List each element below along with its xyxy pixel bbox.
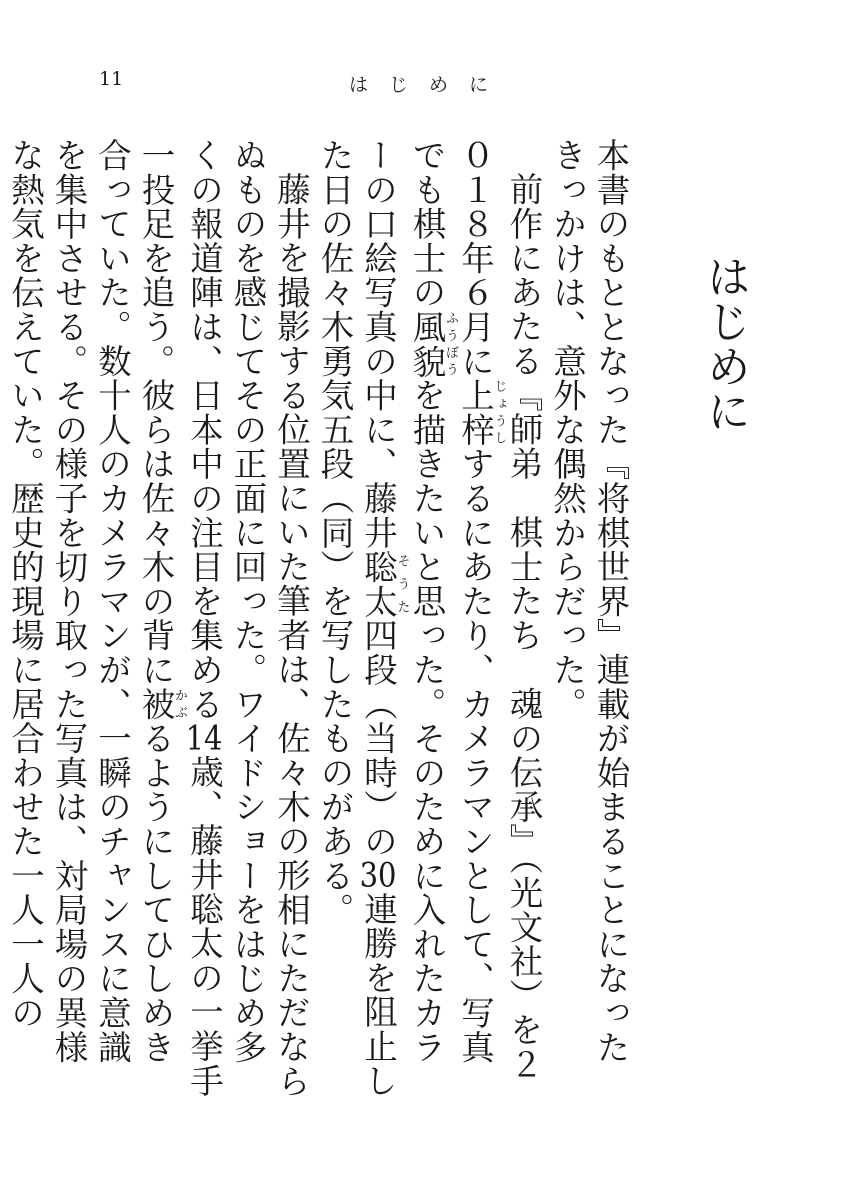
upright-number: 14 bbox=[185, 721, 223, 755]
paragraph bbox=[3, 138, 313, 1098]
chapter-title: はじめに bbox=[699, 254, 750, 434]
ruby-reading: かぶ bbox=[172, 686, 187, 722]
ruby-base: 風貌 bbox=[407, 309, 446, 379]
ruby-word bbox=[455, 378, 507, 447]
ruby-base: 被 bbox=[136, 686, 175, 722]
ruby-base: 上梓 bbox=[455, 378, 495, 447]
text-run: 本書のもととなった『将棋世界』連載が始まることになったきっかけは、意外な偶然からだった。 bbox=[547, 138, 630, 1065]
ruby-word bbox=[136, 686, 187, 722]
ruby-reading: ふうぼう bbox=[443, 309, 458, 379]
ruby-reading: じょうし bbox=[491, 378, 507, 447]
text-run: 歳、藤井聡太の一挙手一投足を追う。彼らは佐々木の背に bbox=[136, 138, 224, 1098]
ruby-word bbox=[358, 549, 410, 619]
paragraph bbox=[545, 138, 632, 1098]
paragraph bbox=[313, 138, 546, 1098]
text-run: るようにしてひしめき合っていた。数十人のカメラマンが、一瞬のチャンスに意識を集中させる。その様子を切り取った写真は、対局場の異様な熱気を伝えていた。歴史的現場に居合わせた一人一人の bbox=[5, 138, 175, 1065]
paragraphs bbox=[3, 138, 632, 1098]
body-text bbox=[5, 138, 750, 1098]
text-run: するにあたり、カメラマンとして、写真でも棋士の bbox=[407, 138, 495, 1065]
upright-number: 30 bbox=[359, 858, 397, 892]
running-head: はじめに bbox=[349, 74, 510, 96]
ruby-reading: そうた bbox=[394, 549, 410, 619]
text-run: を描きたいと思った。そのために入れたカラーの口絵写真の中に、藤井 bbox=[358, 138, 446, 1065]
text-run: 前作にあたる『師弟 棋士たち 魂の伝承』（光文社）を２０１８年６月に bbox=[455, 138, 543, 1081]
text-run: 四段（当時）の bbox=[358, 618, 398, 859]
text-run: 藤井を撮影する位置にいた筆者は、佐々木の形相にただならぬものを感じてその正面に回った。ワイドショーをはじめ多くの報道陣は、日本中の注目を集める bbox=[184, 138, 311, 1098]
page-number: 11 bbox=[99, 68, 124, 90]
ruby-base: 聡太 bbox=[358, 549, 398, 619]
text-run: 連勝を阻止した日の佐々木勇気五段（同）を写したものがある。 bbox=[315, 138, 398, 1098]
ruby-word bbox=[407, 309, 458, 379]
